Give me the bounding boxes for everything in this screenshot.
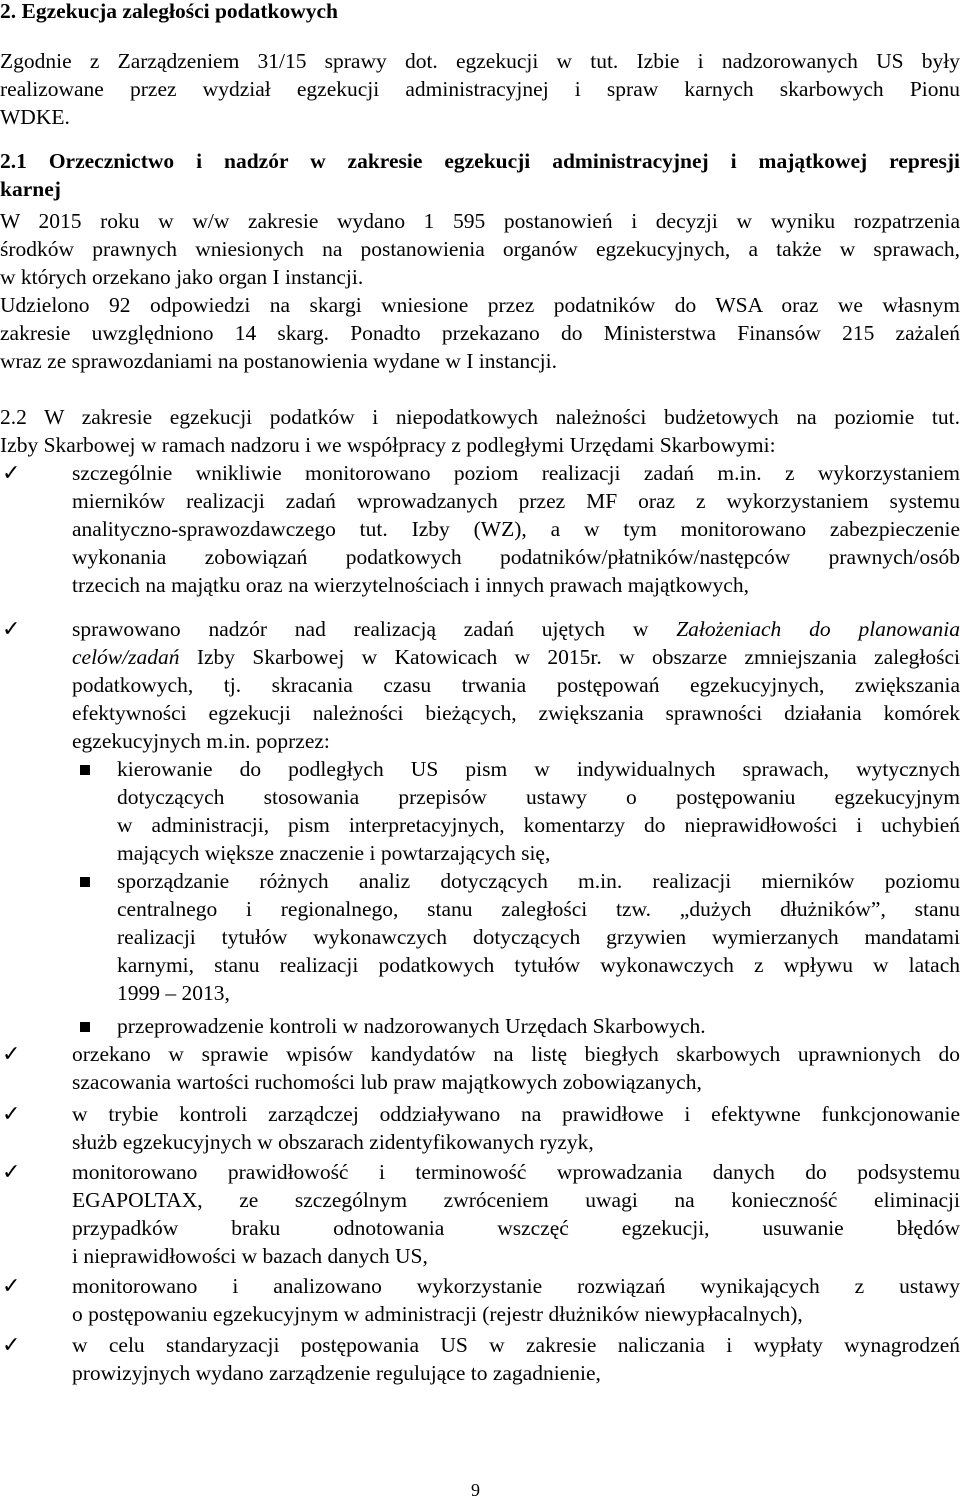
checkmark-icon: ✓ (2, 616, 21, 641)
subsection-2-2-line-2: Izby Skarbowej w ramach nadzoru i we współpracy z podległymi Urzędami Skarbowymi: (0, 433, 776, 457)
para1-line-1: W 2015 roku w w/w zakresie wydano 1 595 postanowień i decyzji w wyniku rozpatrzenia (0, 209, 960, 233)
bullet4-line-2: służb egzekucyjnych w obszarach zidentyfikowanych ryzyk, (72, 1130, 594, 1154)
subsection-2-2-line-1: 2.2 W zakresie egzekucji podatków i niepodatkowych należności budżetowych na poziomie tut. (0, 405, 960, 429)
checkmark-icon: ✓ (2, 460, 21, 485)
intro-line-3: WDKE. (0, 105, 70, 129)
checkmark-icon: ✓ (2, 1101, 21, 1126)
sub-bullet1-line-3: w administracji, pism interpretacyjnych, komentarzy do nieprawidłowości i uchybień (117, 813, 960, 837)
bullet7-line-1: w celu standaryzacji postępowania US w zakresie naliczania i wypłaty wynagrodzeń (72, 1333, 960, 1357)
checkmark-icon: ✓ (2, 1041, 21, 1066)
bullet3-line-2: szacowania wartości ruchomości lub praw majątkowych zobowiązanych, (72, 1070, 702, 1094)
bullet1-line-3: analityczno-sprawozdawczego tut. Izby (WZ), a w tym monitorowano zabezpieczenie (72, 517, 960, 541)
subsection-2-1-title-line-1: 2.1 Orzecznictwo i nadzór w zakresie egzekucji administracyjnej i majątkowej represji (0, 149, 960, 173)
para1-line-3: w których orzekano jako organ I instancji. (0, 265, 364, 289)
section-heading: 2. Egzekucja zaległości podatkowych (0, 0, 339, 23)
sub-bullet1-line-1: kierowanie do podległych US pism w indywidualnych sprawach, wytycznych (117, 757, 960, 781)
bullet2-line-5: egzekucyjnych m.in. poprzez: (72, 729, 330, 753)
checkmark-icon: ✓ (2, 1332, 21, 1357)
para2-line-2: zakresie uwzględniono 14 skarg. Ponadto przekazano do Ministerstwa Finansów 215 zażaleń (0, 321, 960, 345)
para2-line-1: Udzielono 92 odpowiedzi na skargi wniesione przez podatników do WSA oraz we własnym (0, 293, 960, 317)
bullet6-line-1: monitorowano i analizowano wykorzystanie rozwiązań wynikających z ustawy (72, 1274, 960, 1298)
sub-bullet3-line-1: przeprowadzenie kontroli w nadzorowanych Urzędach Skarbowych. (117, 1014, 706, 1038)
square-bullet-icon (80, 765, 90, 775)
bullet3-line-1: orzekano w sprawie wpisów kandydatów na listę biegłych skarbowych uprawnionych do (72, 1042, 960, 1066)
intro-line-2: realizowane przez wydział egzekucji administracyjnej i spraw karnych skarbowych Pionu (0, 77, 960, 101)
bullet1-line-2: mierników realizacji zadań wprowadzanych przez MF oraz z wykorzystaniem systemu (72, 489, 960, 513)
sub-bullet1-line-4: mających większe znaczenie i powtarzających się, (117, 841, 551, 865)
bullet5-line-4: i nieprawidłowości w bazach danych US, (72, 1244, 428, 1268)
para2-line-3: wraz ze sprawozdaniami na postanowienia wydane w I instancji. (0, 349, 558, 373)
page-number: 9 (471, 1480, 480, 1500)
intro-line-1: Zgodnie z Zarządzeniem 31/15 sprawy dot. egzekucji w tut. Izbie i nadzorowanych US były (0, 49, 960, 73)
bullet1-line-4: wykonania zobowiązań podatkowych podatników/płatników/następców prawnych/osób (72, 545, 960, 569)
sub-bullet2-line-1: sporządzanie różnych analiz dotyczących m.in. realizacji mierników poziomu (117, 869, 960, 893)
sub-bullet2-line-2: centralnego i regionalnego, stanu zaległości tzw. „dużych dłużników”, stanu (117, 897, 960, 921)
bullet6-line-2: o postępowaniu egzekucyjnym w administracji (rejestr dłużników niewypłacalnych), (72, 1302, 803, 1326)
sub-bullet2-line-4: karnymi, stanu realizacji podatkowych tytułów wykonawczych z wpływu w latach (117, 953, 960, 977)
bullet2-line-3: podatkowych, tj. skracania czasu trwania postępowań egzekucyjnych, zwiększania (72, 673, 960, 697)
square-bullet-icon (80, 877, 90, 887)
bullet4-line-1: w trybie kontroli zarządczej oddziaływano na prawidłowe i efektywne funkcjonowanie (72, 1102, 960, 1126)
square-bullet-icon (80, 1022, 90, 1032)
bullet2-line-2-text: Izby Skarbowej w Katowicach w 2015r. w obszarze zmniejszania zaległości (179, 645, 960, 669)
bullet7-line-2: prowizyjnych wydano zarządzenie regulujące to zagadnienie, (72, 1361, 601, 1385)
bullet5-line-3: przypadków braku odnotowania wszczęć egzekucji, usuwanie błędów (72, 1216, 960, 1240)
checkmark-icon: ✓ (2, 1159, 21, 1184)
para1-line-2: środków prawnych wniesionych na postanowienia organów egzekucyjnych, a także w sprawach, (0, 237, 960, 261)
subsection-2-1-title-line-2: karnej (0, 177, 61, 201)
bullet1-line-5: trzecich na majątku oraz na wierzytelnościach i innych prawach majątkowych, (72, 573, 749, 597)
bullet2-line-2-italic: celów/zadań (72, 645, 180, 669)
sub-bullet1-line-2: dotyczących stosowania przepisów ustawy o postępowaniu egzekucyjnym (117, 785, 960, 809)
bullet2-line-1-italic: Założeniach do planowania (676, 617, 960, 641)
bullet2-line-1-text: sprawowano nadzór nad realizacją zadań ujętych w (72, 617, 677, 641)
bullet5-line-1: monitorowano prawidłowość i terminowość wprowadzania danych do podsystemu (72, 1160, 960, 1184)
bullet2-line-1 (72, 615, 960, 643)
bullet2-line-2 (72, 643, 960, 671)
sub-bullet2-line-3: realizacji tytułów wykonawczych dotyczących grzywien wymierzanych mandatami (117, 925, 960, 949)
checkmark-icon: ✓ (2, 1273, 21, 1298)
bullet5-line-2: EGAPOLTAX, ze szczególnym zwróceniem uwagi na konieczność eliminacji (72, 1188, 960, 1212)
bullet2-line-4: efektywności egzekucji należności bieżących, zwiększania sprawności działania komórek (72, 701, 960, 725)
sub-bullet2-line-5: 1999 – 2013, (117, 981, 230, 1005)
bullet1-line-1: szczególnie wnikliwie monitorowano poziom realizacji zadań m.in. z wykorzystaniem (72, 461, 960, 485)
